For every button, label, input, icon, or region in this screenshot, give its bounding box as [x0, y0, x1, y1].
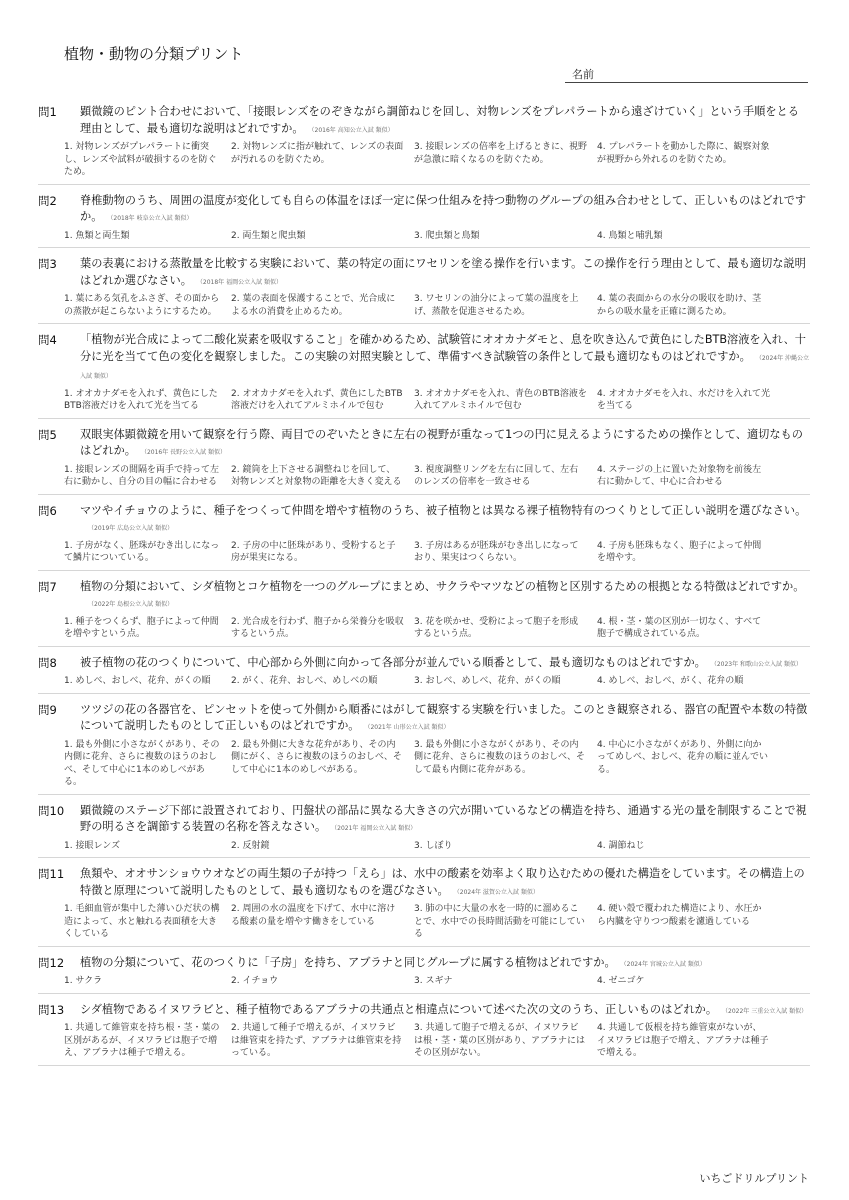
question-block	[38, 104, 810, 185]
question-text-wrap	[80, 955, 810, 974]
question-source: （2024年 宮城公立入試 類似）	[623, 960, 706, 968]
question-text: 双眼実体顕微鏡を用いて観察を行う際、両目でのぞいたときに左右の視野が重なって1つの円に見えるようにするための操作として、適切なものはどれか。	[80, 427, 803, 457]
question-block	[38, 427, 810, 495]
answer-option-3[interactable]: 3. オオカナダモを入れ、青色のBTB溶液を入れてアルミホイルで包む	[414, 388, 587, 411]
question-number: 問11	[38, 867, 65, 881]
answer-option-1[interactable]: 1. 魚類と両生類	[64, 230, 130, 241]
answer-option-1[interactable]: 1. 共通して維管束を持ち根・茎・葉の区別があるが、イヌワラビは胞子で増え、アブラナは種子で増える。	[64, 1023, 220, 1058]
answer-options	[38, 675, 810, 688]
name-field[interactable]	[565, 64, 808, 83]
answer-option-2[interactable]: 2. 鏡筒を上下させる調整ねじを回して、対物レンズと対象物の距離を大きく変える	[231, 464, 402, 487]
question-source: （2023年 和歌山公立入試 類似）	[713, 660, 802, 668]
question-source: （2022年 島根公立入試 類似）	[88, 601, 174, 608]
answer-options	[38, 616, 810, 641]
answer-options	[38, 975, 810, 988]
answer-option-4[interactable]: 4. 鳥類と哺乳類	[597, 230, 663, 241]
answer-option-4[interactable]: 4. 共通して仮根を持ち維管束がないが、イヌワラビは胞子で増え、アブラナは種子で増える。	[597, 1023, 769, 1058]
question-number: 問8	[38, 655, 57, 670]
question-text: 「植物が光合成によって二酸化炭素を吸収すること」を確かめるため、試験管にオオカナダモと、息を吹き込んで黄色にしたBTB溶液を入れ、十分に光を当てて色の変化を観察しました。この実験の対照実験として、準備すべき試験管の条件として最も適切なものはどれですか。	[80, 333, 806, 363]
answer-option-1[interactable]: 1. めしべ、おしべ、花弁、がくの順	[64, 676, 211, 686]
answer-option-3[interactable]: 3. おしべ、めしべ、花弁、がくの順	[414, 676, 561, 686]
answer-option-3[interactable]: 3. 最も外側に小さながくがあり、その内側に花弁、さらに複数のほうのおしべ、そして最も内側に花弁がある。	[414, 739, 586, 775]
answer-option-4[interactable]: 4. オオカナダモを入れ、水だけを入れて光を当てる	[597, 388, 770, 411]
question-text: マツやイチョウのように、種子をつくって仲間を増やす植物のうち、被子植物とは異なる裸子植物特有のつくりとして正しい説明を選びなさい。	[80, 503, 807, 517]
answer-option-1[interactable]: 1. サクラ	[64, 976, 103, 986]
question-text-wrap	[80, 104, 810, 139]
answer-option-4[interactable]: 4. ステージの上に置いた対象物を前後左右に動かして、中心に合わせる	[597, 464, 762, 487]
question-block	[38, 1002, 810, 1066]
question-text-wrap	[80, 1002, 810, 1021]
question-text-wrap	[80, 655, 810, 674]
question-text: ツツジの花の各器官を、ピンセットを使って外側から順番にはがして観察する実験を行いました。このとき観察される、器官の配置や本数の特徴について説明したものとして正しいものはどれですか。	[80, 702, 808, 732]
question-source: （2019年 広島公立入試 類似）	[88, 525, 174, 532]
answer-options	[38, 230, 810, 243]
answer-option-4[interactable]: 4. 根・茎・葉の区別が一切なく、すべて胞子で構成されている点。	[597, 616, 762, 639]
answer-option-4[interactable]: 4. 子房も胚珠もなく、胞子によって仲間を増やす。	[597, 540, 762, 563]
question-source: （2022年 三重公立入試 類似）	[725, 1007, 808, 1015]
answer-option-4[interactable]: 4. ゼニゴケ	[597, 976, 645, 986]
answer-option-3[interactable]: 3. 子房はあるが胚珠がむき出しになっており、果実はつくらない。	[414, 540, 579, 563]
question-text-wrap	[80, 803, 810, 838]
answer-options	[38, 903, 810, 941]
question-number: 問3	[38, 257, 57, 271]
answer-option-2[interactable]: 2. 葉の表面を保護することで、光合成による水の消費を止めるため。	[231, 294, 396, 317]
question-number: 問13	[38, 1002, 65, 1017]
question-text-wrap	[80, 332, 810, 386]
answer-option-1[interactable]: 1. 接眼レンズ	[64, 840, 120, 851]
question-number: 問10	[38, 803, 65, 818]
answer-options	[38, 1022, 810, 1060]
answer-option-3[interactable]: 3. 共通して胞子で増えるが、イヌワラビは根・茎・葉の区別があり、アブラナにはその区別がない。	[414, 1023, 586, 1058]
answer-option-1[interactable]: 1. 接眼レンズの間隔を両手で持って左右に動かし、自分の目の幅に合わせる	[64, 464, 219, 487]
answer-options	[38, 293, 810, 318]
answer-options	[38, 464, 810, 489]
answer-option-3[interactable]: 3. 接眼レンズの倍率を上げるときに、視野が急激に暗くなるのを防ぐため。	[414, 142, 587, 165]
answer-option-2[interactable]: 2. 対物レンズに指が触れて、レンズの表面が汚れるのを防ぐため。	[231, 142, 404, 165]
answer-option-3[interactable]: 3. スギナ	[414, 976, 453, 986]
answer-option-2[interactable]: 2. 両生類と爬虫類	[231, 230, 306, 241]
answer-option-1[interactable]: 1. 毛細血管が集中した薄いひだ状の構造によって、水と触れる表面積を大きくしている	[64, 904, 220, 939]
answer-option-4[interactable]: 4. 中心に小さながくがあり、外側に向かってめしべ、おしべ、花弁の順に並んでいる。	[597, 739, 769, 775]
answer-option-2[interactable]: 2. イチョウ	[231, 976, 279, 986]
answer-option-2[interactable]: 2. 周囲の水の温度を下げて、水中に溶ける酸素の量を増やす働きをしている	[231, 904, 396, 927]
answer-option-4[interactable]: 4. 硬い殻で覆われた構造により、水圧から内臓を守りつつ酸素を濾過している	[597, 904, 762, 927]
answer-option-1[interactable]: 1. 種子をつくらず、胞子によって仲間を増やすという点。	[64, 616, 219, 639]
question-list	[38, 104, 810, 1074]
name-label: 名前	[572, 68, 594, 81]
answer-option-3[interactable]: 3. 花を咲かせ、受粉によって胞子を形成するという点。	[414, 616, 579, 639]
question-text-wrap	[80, 193, 810, 228]
answer-option-1[interactable]: 1. オオカナダモを入れず、黄色にしたBTB溶液だけを入れて光を当てる	[64, 388, 218, 411]
question-block	[38, 193, 810, 249]
question-block	[38, 579, 810, 647]
question-text-wrap	[80, 256, 810, 291]
question-text-wrap	[80, 702, 810, 737]
answer-option-3[interactable]: 3. 視度調整リングを左右に回して、左右のレンズの倍率を一致させる	[414, 464, 579, 487]
answer-option-2[interactable]: 2. 光合成を行わず、胞子から栄養分を吸収するという点。	[231, 616, 404, 639]
question-text: 顕微鏡のステージ下部に設置されており、円盤状の部品に異なる大きさの穴が開いているなどの構造を持ち、通過する光の量を制限することで視野の明るさを調節する装置の名称を答えなさい。	[80, 803, 807, 833]
question-source: （2018年 福岡公立入試 類似）	[199, 278, 282, 286]
question-text: シダ植物であるイヌワラビと、種子植物であるアブラナの共通点と相違点について述べた次の文のうち、正しいものはどれか。	[80, 1002, 718, 1016]
question-block	[38, 332, 810, 419]
question-text: 葉の表裏における蒸散量を比較する実験において、葉の特定の面にワセリンを塗る操作を行います。この操作を行う理由として、最も適切な説明はどれか選びなさい。	[80, 257, 806, 287]
page-title: 植物・動物の分類プリント	[64, 45, 244, 63]
answer-option-3[interactable]: 3. ワセリンの油分によって葉の温度を上げ、蒸散を促進させるため。	[414, 294, 579, 317]
answer-options	[38, 141, 810, 179]
question-source: （2016年 長野公立入試 類似）	[143, 449, 227, 456]
answer-option-1[interactable]: 1. 対物レンズがプレパラートに衝突し、レンズや試料が破損するのを防ぐため。	[64, 142, 217, 177]
answer-option-4[interactable]: 4. 葉の表面からの水分の吸収を助け、茎からの吸水量を正確に測るため。	[597, 294, 762, 317]
question-block	[38, 955, 810, 994]
answer-option-2[interactable]: 2. 共通して種子で増えるが、イヌワラビは維管束を持たず、アブラナは維管束を持っている。	[231, 1023, 402, 1058]
answer-option-2[interactable]: 2. 最も外側に大きな花弁があり、その内側にがく、さらに複数のほうのおしべ、そして中心に1本のめしべがある。	[231, 739, 402, 775]
answer-option-3[interactable]: 3. 爬虫類と鳥類	[414, 230, 480, 241]
question-block	[38, 256, 810, 324]
answer-option-3[interactable]: 3. 肺の中に大量の水を一時的に溜めることで、水中での長時間活動を可能にしている	[414, 904, 585, 939]
question-source: （2021年 福岡公立入試 類似）	[334, 825, 417, 832]
question-number: 問12	[38, 955, 65, 970]
question-number: 問5	[38, 427, 57, 442]
answer-option-4[interactable]: 4. めしべ、おしべ、がく、花弁の順	[597, 676, 744, 686]
question-block	[38, 803, 810, 859]
answer-option-1[interactable]: 1. 最も外側に小さながくがあり、その内側に花弁、さらに複数のほうのおしべ、そして中心に1本のめしべがある。	[64, 739, 220, 787]
question-number: 問6	[38, 503, 57, 518]
question-source: （2024年 滋賀公立入試 類似）	[456, 888, 539, 896]
question-source: （2018年 岐阜公立入試 類似）	[110, 215, 193, 222]
answer-option-2[interactable]: 2. オオカナダモを入れず、黄色にしたBTB溶液だけを入れてアルミホイルで包む	[231, 388, 403, 411]
question-text: 被子植物の花のつくりについて、中心部から外側に向かって各部分が並んでいる順番として、最も適切なものはどれですか。	[80, 655, 706, 669]
question-number: 問1	[38, 105, 57, 119]
question-text: 顕微鏡のピント合わせにおいて、「接眼レンズをのぞきながら調節ねじを回し、対物レンズをプレパラートから遠ざけていく」という手順をとる理由として、最も適切な説明はどれですか。	[80, 105, 799, 135]
question-number: 問4	[38, 333, 57, 347]
answer-option-2[interactable]: 2. 子房の中に胚珠があり、受粉すると子房が果実になる。	[231, 540, 396, 563]
answer-options	[38, 840, 810, 853]
question-number: 問9	[38, 702, 57, 717]
question-number: 問7	[38, 579, 57, 594]
question-block	[38, 503, 810, 571]
question-text-wrap	[80, 503, 810, 538]
question-text-wrap	[80, 427, 810, 462]
question-block	[38, 702, 810, 795]
answer-option-1[interactable]: 1. 子房がなく、胚珠がむき出しになって鱗片についている。	[64, 540, 220, 563]
question-text: 脊椎動物のうち、周囲の温度が変化しても自らの体温をほぼ一定に保つ仕組みを持つ動物のグループの組み合わせとして、正しいものはどれですか。	[80, 193, 807, 223]
question-source: （2016年 高知公立入試 類似）	[311, 126, 394, 134]
question-text: 魚類や、オオサンショウウオなどの両生類の子が持つ「えら」は、水中の酸素を効率よく取り込むための優れた構造をしています。その構造上の特徴と原理について説明したものとして、最も適切なものを選びなさい。	[80, 867, 805, 897]
answer-option-4[interactable]: 4. 調節ねじ	[597, 840, 645, 851]
answer-options	[38, 388, 810, 413]
answer-options	[38, 540, 810, 565]
question-number: 問2	[38, 193, 57, 208]
question-text-wrap	[80, 866, 810, 901]
question-block	[38, 866, 810, 947]
question-block	[38, 655, 810, 694]
question-source: （2024年 沖縄公立入試 類似）	[80, 354, 809, 380]
question-source: （2021年 山形公立入試 類似）	[367, 724, 450, 731]
question-text: 植物の分類において、シダ植物とコケ植物を一つのグループにまとめ、サクラやマツなどの植物と区別するための根拠となる特徴はどれですか。	[80, 579, 805, 593]
footer-brand: いちごドリルプリント	[699, 1172, 809, 1185]
answer-option-3[interactable]: 3. しぼり	[414, 840, 453, 851]
answer-option-1[interactable]: 1. 葉にある気孔をふさぎ、その面からの蒸散が起こらないようにするため。	[64, 294, 220, 317]
question-text-wrap	[80, 579, 810, 614]
answer-option-4[interactable]: 4. プレパラートを動かした際に、観察対象が視野から外れるのを防ぐため。	[597, 142, 770, 165]
answer-options	[38, 739, 810, 789]
answer-option-2[interactable]: 2. 反射鏡	[231, 840, 270, 851]
question-text: 植物の分類について、花のつくりに「子房」を持ち、アブラナと同じグループに属する植物はどれですか。	[80, 955, 616, 969]
answer-option-2[interactable]: 2. がく、花弁、おしべ、めしべの順	[231, 676, 378, 686]
